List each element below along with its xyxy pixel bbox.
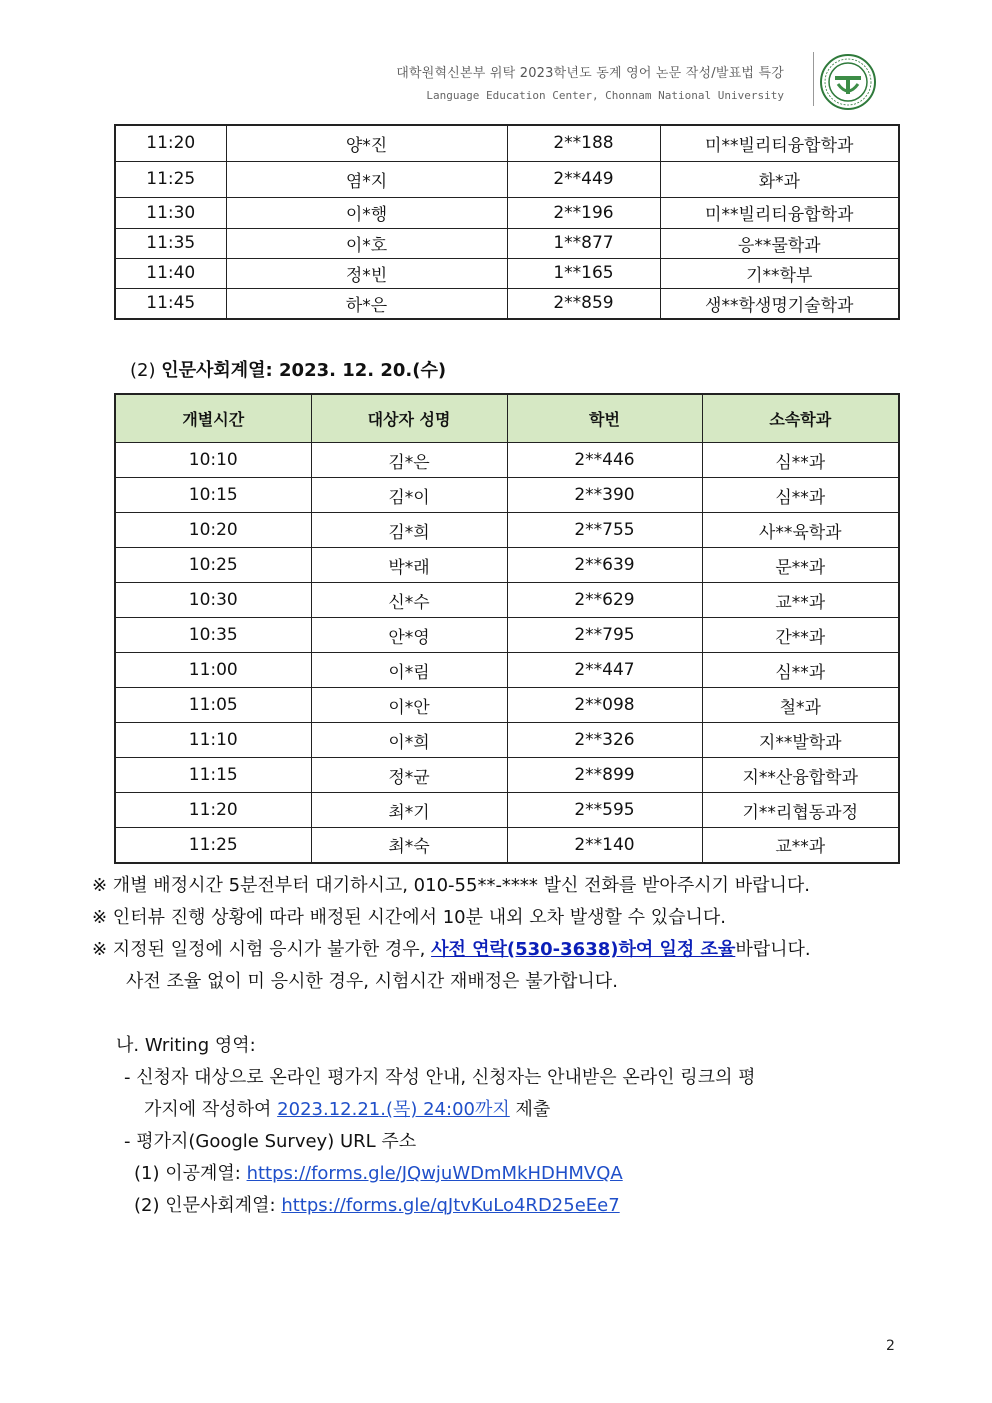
writing-item-1-end: 제출 [509, 1099, 551, 1120]
name-cell: 김*희 [311, 513, 507, 548]
table-row [115, 478, 899, 513]
note-time-variance: ※ 인터뷰 진행 상황에 따라 배정된 시간에서 10분 내외 오차 발생할 수 있습니다. [92, 907, 727, 928]
department-cell: 생**학생명기술학과 [660, 288, 899, 319]
student-id-cell: 2**639 [507, 548, 702, 583]
university-logo-icon [820, 54, 876, 110]
time-cell: 11:30 [115, 197, 226, 228]
department-cell: 교**과 [702, 583, 899, 618]
url-humanities-label: (2) 인문사회계열: [134, 1195, 282, 1216]
url-humanities [116, 1190, 898, 1222]
note-reschedule-text: ※ 지정된 일정에 시험 응시가 불가한 경우, [92, 939, 432, 960]
student-id-cell: 2**629 [507, 583, 702, 618]
student-id-cell: 2**196 [507, 197, 660, 228]
student-id-cell: 2**098 [507, 688, 702, 723]
writing-item-1-line-2 [116, 1094, 898, 1126]
column-header-student-id: 학번 [507, 394, 702, 443]
time-cell: 10:15 [115, 478, 311, 513]
schedule-table-humanities [114, 393, 900, 864]
notes-block [92, 870, 898, 998]
department-cell: 응**물학과 [660, 228, 899, 258]
department-cell: 심**과 [702, 443, 899, 478]
table-header-row [115, 394, 899, 443]
student-id-cell: 2**449 [507, 161, 660, 197]
time-cell: 10:30 [115, 583, 311, 618]
name-cell: 양*진 [226, 125, 507, 161]
table-row [115, 793, 899, 828]
department-cell: 기**리협동과정 [702, 793, 899, 828]
student-id-cell: 2**795 [507, 618, 702, 653]
name-cell: 김*은 [311, 443, 507, 478]
student-id-cell: 2**326 [507, 723, 702, 758]
department-cell: 기**학부 [660, 258, 899, 288]
writing-section [116, 1030, 898, 1222]
url-engineering-label: (1) 이공계열: [134, 1163, 247, 1184]
name-cell: 이*안 [311, 688, 507, 723]
survey-link-engineering[interactable]: https://forms.gle/JQwjuWDmMkHDHMVQA [246, 1163, 623, 1184]
student-id-cell: 2**446 [507, 443, 702, 478]
table-row [115, 723, 899, 758]
time-cell: 10:35 [115, 618, 311, 653]
url-engineering [116, 1158, 898, 1190]
student-id-cell: 2**859 [507, 288, 660, 319]
header-text-block [396, 62, 784, 102]
time-cell: 11:00 [115, 653, 311, 688]
note-standby: ※ 개별 배정시간 5분전부터 대기하시고, 010-55**-**** 발신 전화를 받아주시기 바랍니다. [92, 875, 810, 896]
student-id-cell: 2**447 [507, 653, 702, 688]
student-id-cell: 2**899 [507, 758, 702, 793]
table-row [115, 161, 899, 197]
name-cell: 염*지 [226, 161, 507, 197]
department-cell: 화*과 [660, 161, 899, 197]
department-cell: 심**과 [702, 478, 899, 513]
department-cell: 교**과 [702, 828, 899, 863]
table-row [115, 758, 899, 793]
column-header-time: 개별시간 [115, 394, 311, 443]
table-row [115, 125, 899, 161]
table-row [115, 688, 899, 723]
survey-link-humanities[interactable]: https://forms.gle/qJtvKuLo4RD25eEe7 [281, 1195, 620, 1216]
table-row [115, 618, 899, 653]
table-row [115, 548, 899, 583]
writing-item-1-line-1: - 신청자 대상으로 온라인 평가지 작성 안내, 신청자는 안내받은 온라인 링크의 평 [124, 1067, 756, 1088]
department-cell: 간**과 [702, 618, 899, 653]
student-id-cell: 2**140 [507, 828, 702, 863]
name-cell: 정*균 [311, 758, 507, 793]
page-number: 2 [886, 1338, 895, 1354]
time-cell: 11:20 [115, 125, 226, 161]
time-cell: 11:45 [115, 288, 226, 319]
time-cell: 11:15 [115, 758, 311, 793]
header-divider [813, 52, 814, 106]
section-heading-humanities [130, 356, 446, 382]
name-cell: 김*이 [311, 478, 507, 513]
student-id-cell: 2**595 [507, 793, 702, 828]
name-cell: 하*은 [226, 288, 507, 319]
time-cell: 11:25 [115, 828, 311, 863]
name-cell: 박*래 [311, 548, 507, 583]
name-cell: 이*희 [311, 723, 507, 758]
column-header-name: 대상자 성명 [311, 394, 507, 443]
student-id-cell: 2**755 [507, 513, 702, 548]
time-cell: 11:05 [115, 688, 311, 723]
name-cell: 안*영 [311, 618, 507, 653]
table-row [115, 443, 899, 478]
student-id-cell: 1**165 [507, 258, 660, 288]
header-title: 대학원혁신본부 위탁 2023학년도 동계 영어 논문 작성/발표법 특강 [396, 66, 784, 81]
time-cell: 10:25 [115, 548, 311, 583]
name-cell: 신*수 [311, 583, 507, 618]
time-cell: 11:25 [115, 161, 226, 197]
table-row [115, 583, 899, 618]
writing-item-2: - 평가지(Google Survey) URL 주소 [124, 1131, 417, 1152]
department-cell: 철*과 [702, 688, 899, 723]
contact-emphasis: 사전 연락(530-3638)하여 일정 조율 [431, 939, 736, 960]
table-row [115, 288, 899, 319]
department-cell: 지**발학과 [702, 723, 899, 758]
name-cell: 이*호 [226, 228, 507, 258]
note-no-reassignment: 사전 조율 없이 미 응시한 경우, 시험시간 재배정은 불가합니다. [126, 971, 618, 992]
name-cell: 이*림 [311, 653, 507, 688]
column-header-department: 소속학과 [702, 394, 899, 443]
section-title: 인문사회계열: 2023. 12. 20.(수) [161, 360, 447, 381]
schedule-table-continued [114, 124, 900, 320]
name-cell: 정*빈 [226, 258, 507, 288]
name-cell: 최*숙 [311, 828, 507, 863]
table-row [115, 228, 899, 258]
table-row [115, 653, 899, 688]
writing-heading: 나. Writing 영역: [116, 1035, 256, 1056]
time-cell: 11:40 [115, 258, 226, 288]
student-id-cell: 2**390 [507, 478, 702, 513]
time-cell: 11:20 [115, 793, 311, 828]
deadline-text: 2023.12.21.(목) 24:00까지 [277, 1099, 510, 1120]
department-cell: 심**과 [702, 653, 899, 688]
time-cell: 11:10 [115, 723, 311, 758]
table-row [115, 258, 899, 288]
section-number: (2) [130, 360, 156, 381]
student-id-cell: 1**877 [507, 228, 660, 258]
student-id-cell: 2**188 [507, 125, 660, 161]
name-cell: 이*행 [226, 197, 507, 228]
header-subtitle: Language Education Center, Chonnam National University [426, 89, 784, 102]
time-cell: 11:35 [115, 228, 226, 258]
department-cell: 문**과 [702, 548, 899, 583]
note-reschedule [92, 934, 898, 966]
department-cell: 지**산융합학과 [702, 758, 899, 793]
department-cell: 미**빌리티융합학과 [660, 125, 899, 161]
note-reschedule-end: 바랍니다. [735, 939, 811, 960]
time-cell: 10:10 [115, 443, 311, 478]
name-cell: 최*기 [311, 793, 507, 828]
table-row [115, 513, 899, 548]
writing-item-1-text: 가지에 작성하여 [144, 1099, 278, 1120]
time-cell: 10:20 [115, 513, 311, 548]
table-row [115, 197, 899, 228]
department-cell: 사**육학과 [702, 513, 899, 548]
department-cell: 미**빌리티융합학과 [660, 197, 899, 228]
table-row [115, 828, 899, 863]
